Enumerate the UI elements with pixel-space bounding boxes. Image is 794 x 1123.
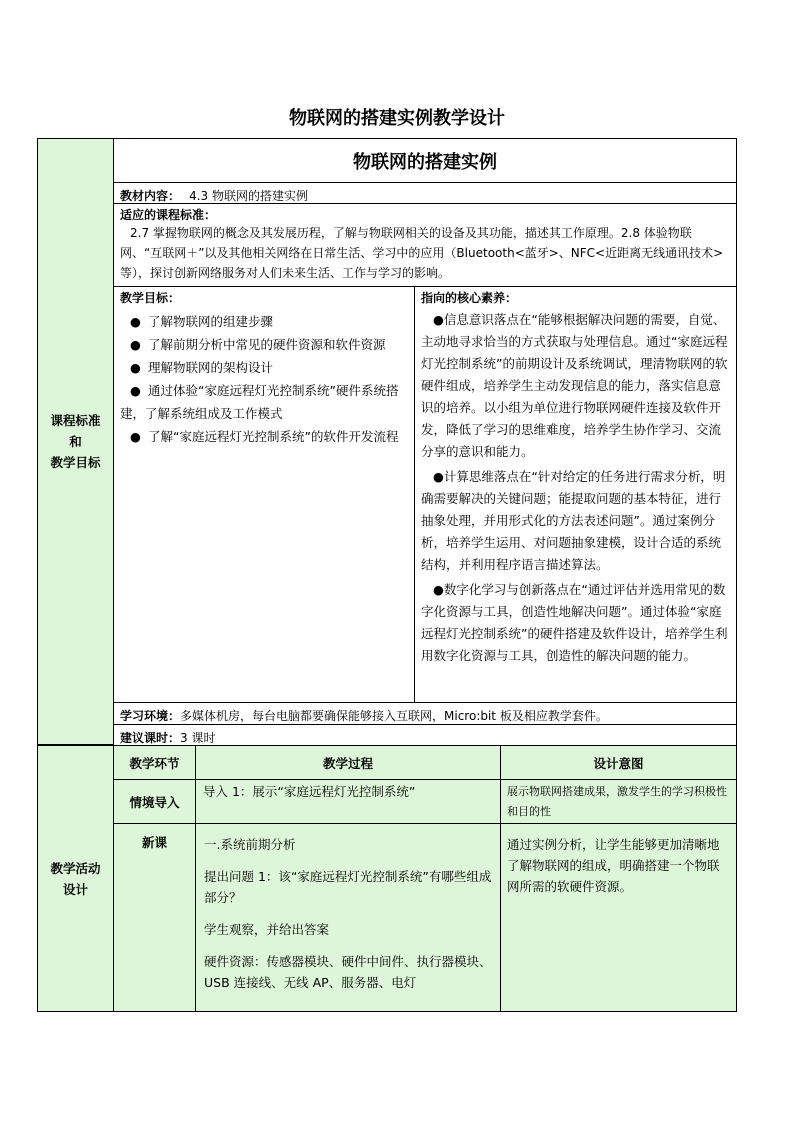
side-label-line: 设计 (62, 881, 88, 897)
document-title: 物联网的搭建实例教学设计 (289, 108, 505, 129)
stage-label: 新课 (141, 835, 167, 850)
process-cell-intro (195, 779, 501, 824)
core-label: 指向的核心素养： (421, 291, 518, 305)
process-cell-new-lesson (195, 823, 501, 1012)
suggested-hours-row (113, 724, 737, 746)
env-value: 多媒体机房，每台电脑都要确保能够接入互联网，Micro:bit 板及相应教学套件。 (180, 709, 608, 723)
process-line: 一.系统前期分析 (204, 837, 296, 852)
header-process: 教学过程 (195, 745, 501, 780)
env-label: 学习环境： (120, 709, 181, 723)
hours-value: 3 课时 (180, 731, 216, 745)
core-literacy-cell (414, 286, 737, 703)
core-item: ●数字化学习与创新落点在“通过评估并选用常见的数字化资源与工具，创造性地解决问题”。通过体验“家庭远程灯光控制系统”的硬件搭建及软件设计，培养学生利用数字化资源与工具，创造性的解决问题的能力。 (421, 582, 728, 663)
side-label-line: 课程标准 (50, 413, 101, 428)
learning-environment-row (113, 702, 737, 725)
process-line: 导入 1：展示“家庭远程灯光控制系统” (203, 784, 416, 799)
goals-list (120, 310, 408, 448)
goal-item: ● 了解前期分析中常见的硬件资源和软件资源 (130, 337, 386, 352)
stage-cell-intro (113, 779, 196, 824)
standard-label: 适应的课程标准： (120, 208, 217, 222)
side-label-line: 教学目标 (50, 455, 101, 470)
header-stage: 教学环节 (113, 745, 196, 780)
goal-item: ● 理解物联网的架构设计 (130, 360, 274, 375)
stage-label: 情境导入 (129, 794, 180, 810)
teaching-goals-cell (113, 286, 415, 703)
hours-label: 建议课时： (120, 731, 181, 745)
side-label-line: 教学活动 (50, 860, 101, 876)
process-line: 硬件资源：传感器模块、硬件中间件、执行器模块、USB 连接线、无线 AP、服务器、电灯 (204, 954, 492, 990)
goal-item: ● 通过体验“家庭远程灯光控制系统”硬件系统搭建，了解系统组成及工作模式 (120, 383, 399, 421)
goals-label: 教学目标： (120, 291, 181, 305)
lesson-title-cell (113, 138, 737, 183)
section-label-standards (37, 138, 114, 745)
process-line: 学生观察，并给出答案 (204, 922, 330, 937)
curriculum-standard-row (113, 203, 737, 287)
core-item: ●信息意识落点在“能够根据解决问题的需要，自觉、主动地寻求恰当的方式获取与处理信息。通过“家庭远程灯光控制系统”的前期设计及系统调试，理清物联网的软硬件组成，培养学生主动发现信息的能力，落实信息意识的培养。以小组为单位进行物联网硬件连接及软件开发，降低了学习的思维难度，培养学生协作学习、交流分享的意识和能力。 (421, 312, 728, 459)
lesson-title: 物联网的搭建实例 (353, 151, 497, 173)
material-label: 教材内容： (120, 189, 181, 203)
stage-cell-new-lesson (113, 823, 196, 1012)
intent-cell-new-lesson (500, 823, 737, 1012)
goal-item: ● 了解物联网的组建步骤 (130, 314, 274, 329)
core-item: ●计算思维落点在“针对给定的任务进行需求分析，明确需要解决的关键问题；能提取问题的基本特征，进行抽象处理，并用形式化的方法表述问题”。通过案例分析，培养学生运用、对问题抽象建模，设计合适的系统结构，并利用程序语言描述算法。 (421, 469, 726, 572)
material-value: 4.3 物联网的搭建实例 (189, 189, 309, 203)
intent-cell-intro (500, 779, 737, 824)
side-label-line: 和 (69, 434, 82, 449)
intent-text: 通过实例分析，让学生能够更加清晰地了解物联网的组成，明确搭建一个物联网所需的软硬件资源。 (507, 837, 720, 894)
header-intent: 设计意图 (500, 745, 737, 780)
goal-item: ● 了解“家庭远程灯光控制系统”的软件开发流程 (130, 429, 399, 444)
intent-text: 展示物联网搭建成果，激发学生的学习积极性和目的性 (507, 785, 727, 818)
section-label-activities (37, 745, 114, 1012)
process-line: 提出问题 1：该“家庭远程灯光控制系统”有哪些组成部分？ (204, 869, 492, 905)
standard-text: 2.7 掌握物联网的概念及其发展历程，了解与物联网相关的设备及其功能，描述其工作原理。2.8 体验物联网、“互联网＋”以及其他相关网络在日常生活、学习中的应用（Bluetooth<蓝牙>、NFC<近距离无线通讯技术>等），探讨创新网络服务对人们未来生活、工作与学习的影响。 (120, 226, 724, 280)
material-row (113, 182, 737, 204)
